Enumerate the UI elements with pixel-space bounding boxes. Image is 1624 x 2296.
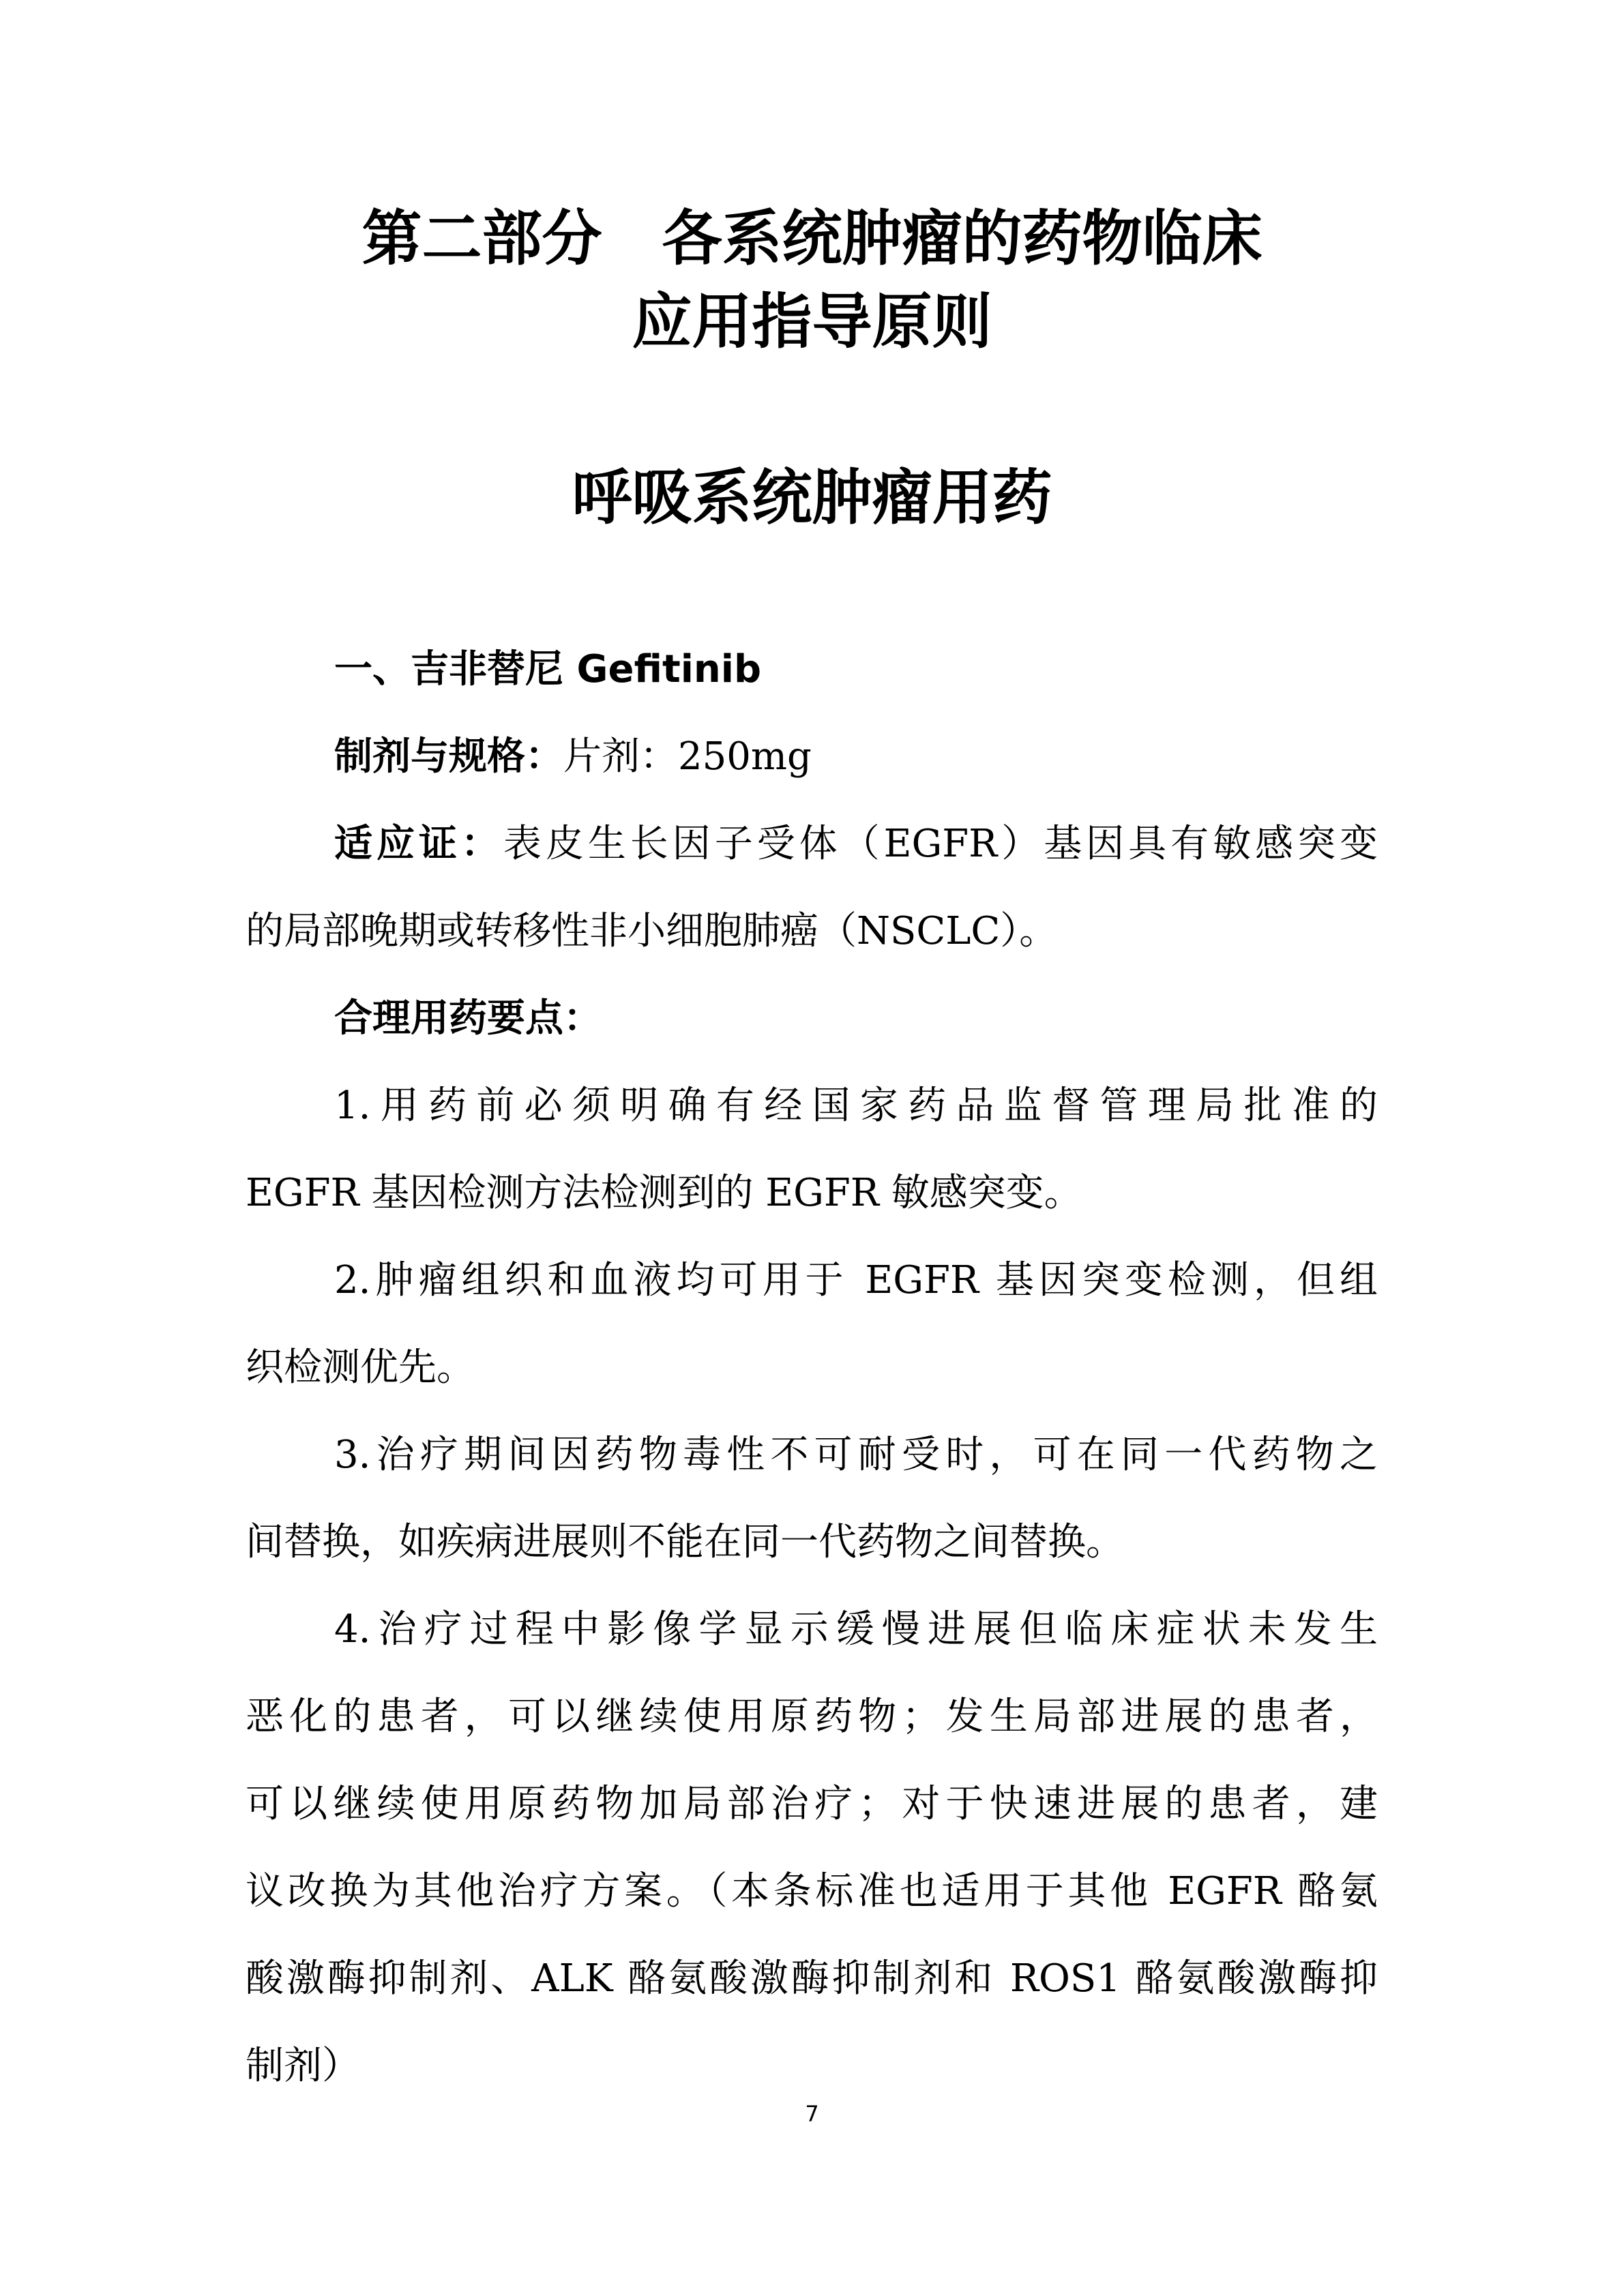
point4-line4: 议改换为其他治疗方案。（本条标准也适用于其他 EGFR 酪氨 bbox=[246, 1869, 1378, 1913]
section-title: 呼吸系统肿瘤用药 bbox=[572, 462, 1052, 533]
indication-line2: 的局部晚期或转移性非小细胞肺癌（NSCLC）。 bbox=[246, 909, 1058, 953]
page-number: 7 bbox=[805, 2101, 819, 2127]
drug-heading: 一、吉非替尼 Gefitinib bbox=[334, 647, 762, 691]
indication-line1 bbox=[334, 822, 1378, 866]
formulation-label: 制剂与规格： bbox=[334, 734, 563, 779]
point1-line1: 1.用药前必须明确有经国家药品监督管理局批准的 bbox=[334, 1084, 1378, 1128]
point4-line2: 恶化的患者，可以继续使用原药物；发生局部进展的患者， bbox=[246, 1695, 1378, 1739]
indication-label: 适应证： bbox=[334, 822, 503, 866]
key-points-label: 合理用药要点： bbox=[334, 996, 602, 1041]
point2-line2: 织检测优先。 bbox=[246, 1345, 475, 1390]
point2-line1: 2.肿瘤组织和血液均可用于 EGFR 基因突变检测，但组 bbox=[334, 1258, 1378, 1302]
formulation-value: 片剂：250mg bbox=[563, 734, 812, 779]
indication-text-1: 表皮生长因子受体（EGFR）基因具有敏感突变 bbox=[503, 822, 1378, 866]
part-title-line2: 应用指导原则 bbox=[632, 286, 992, 357]
point3-line2: 间替换，如疾病进展则不能在同一代药物之间替换。 bbox=[246, 1520, 1124, 1564]
point4-line3: 可以继续使用原药物加局部治疗；对于快速进展的患者，建 bbox=[246, 1782, 1378, 1826]
point1-line2: EGFR 基因检测方法检测到的 EGFR 敏感突变。 bbox=[246, 1171, 1082, 1215]
point3-line1: 3.治疗期间因药物毒性不可耐受时，可在同一代药物之 bbox=[334, 1433, 1378, 1477]
formulation-line bbox=[334, 735, 1378, 779]
part-title-line1: 第二部分 各系统肿瘤的药物临床 bbox=[361, 203, 1263, 273]
point4-line1: 4.治疗过程中影像学显示缓慢进展但临床症状未发生 bbox=[334, 1607, 1378, 1652]
point4-line6: 制剂） bbox=[246, 2044, 360, 2088]
point4-line5: 酸激酶抑制剂、ALK 酪氨酸激酶抑制剂和 ROS1 酪氨酸激酶抑 bbox=[246, 1956, 1378, 2001]
